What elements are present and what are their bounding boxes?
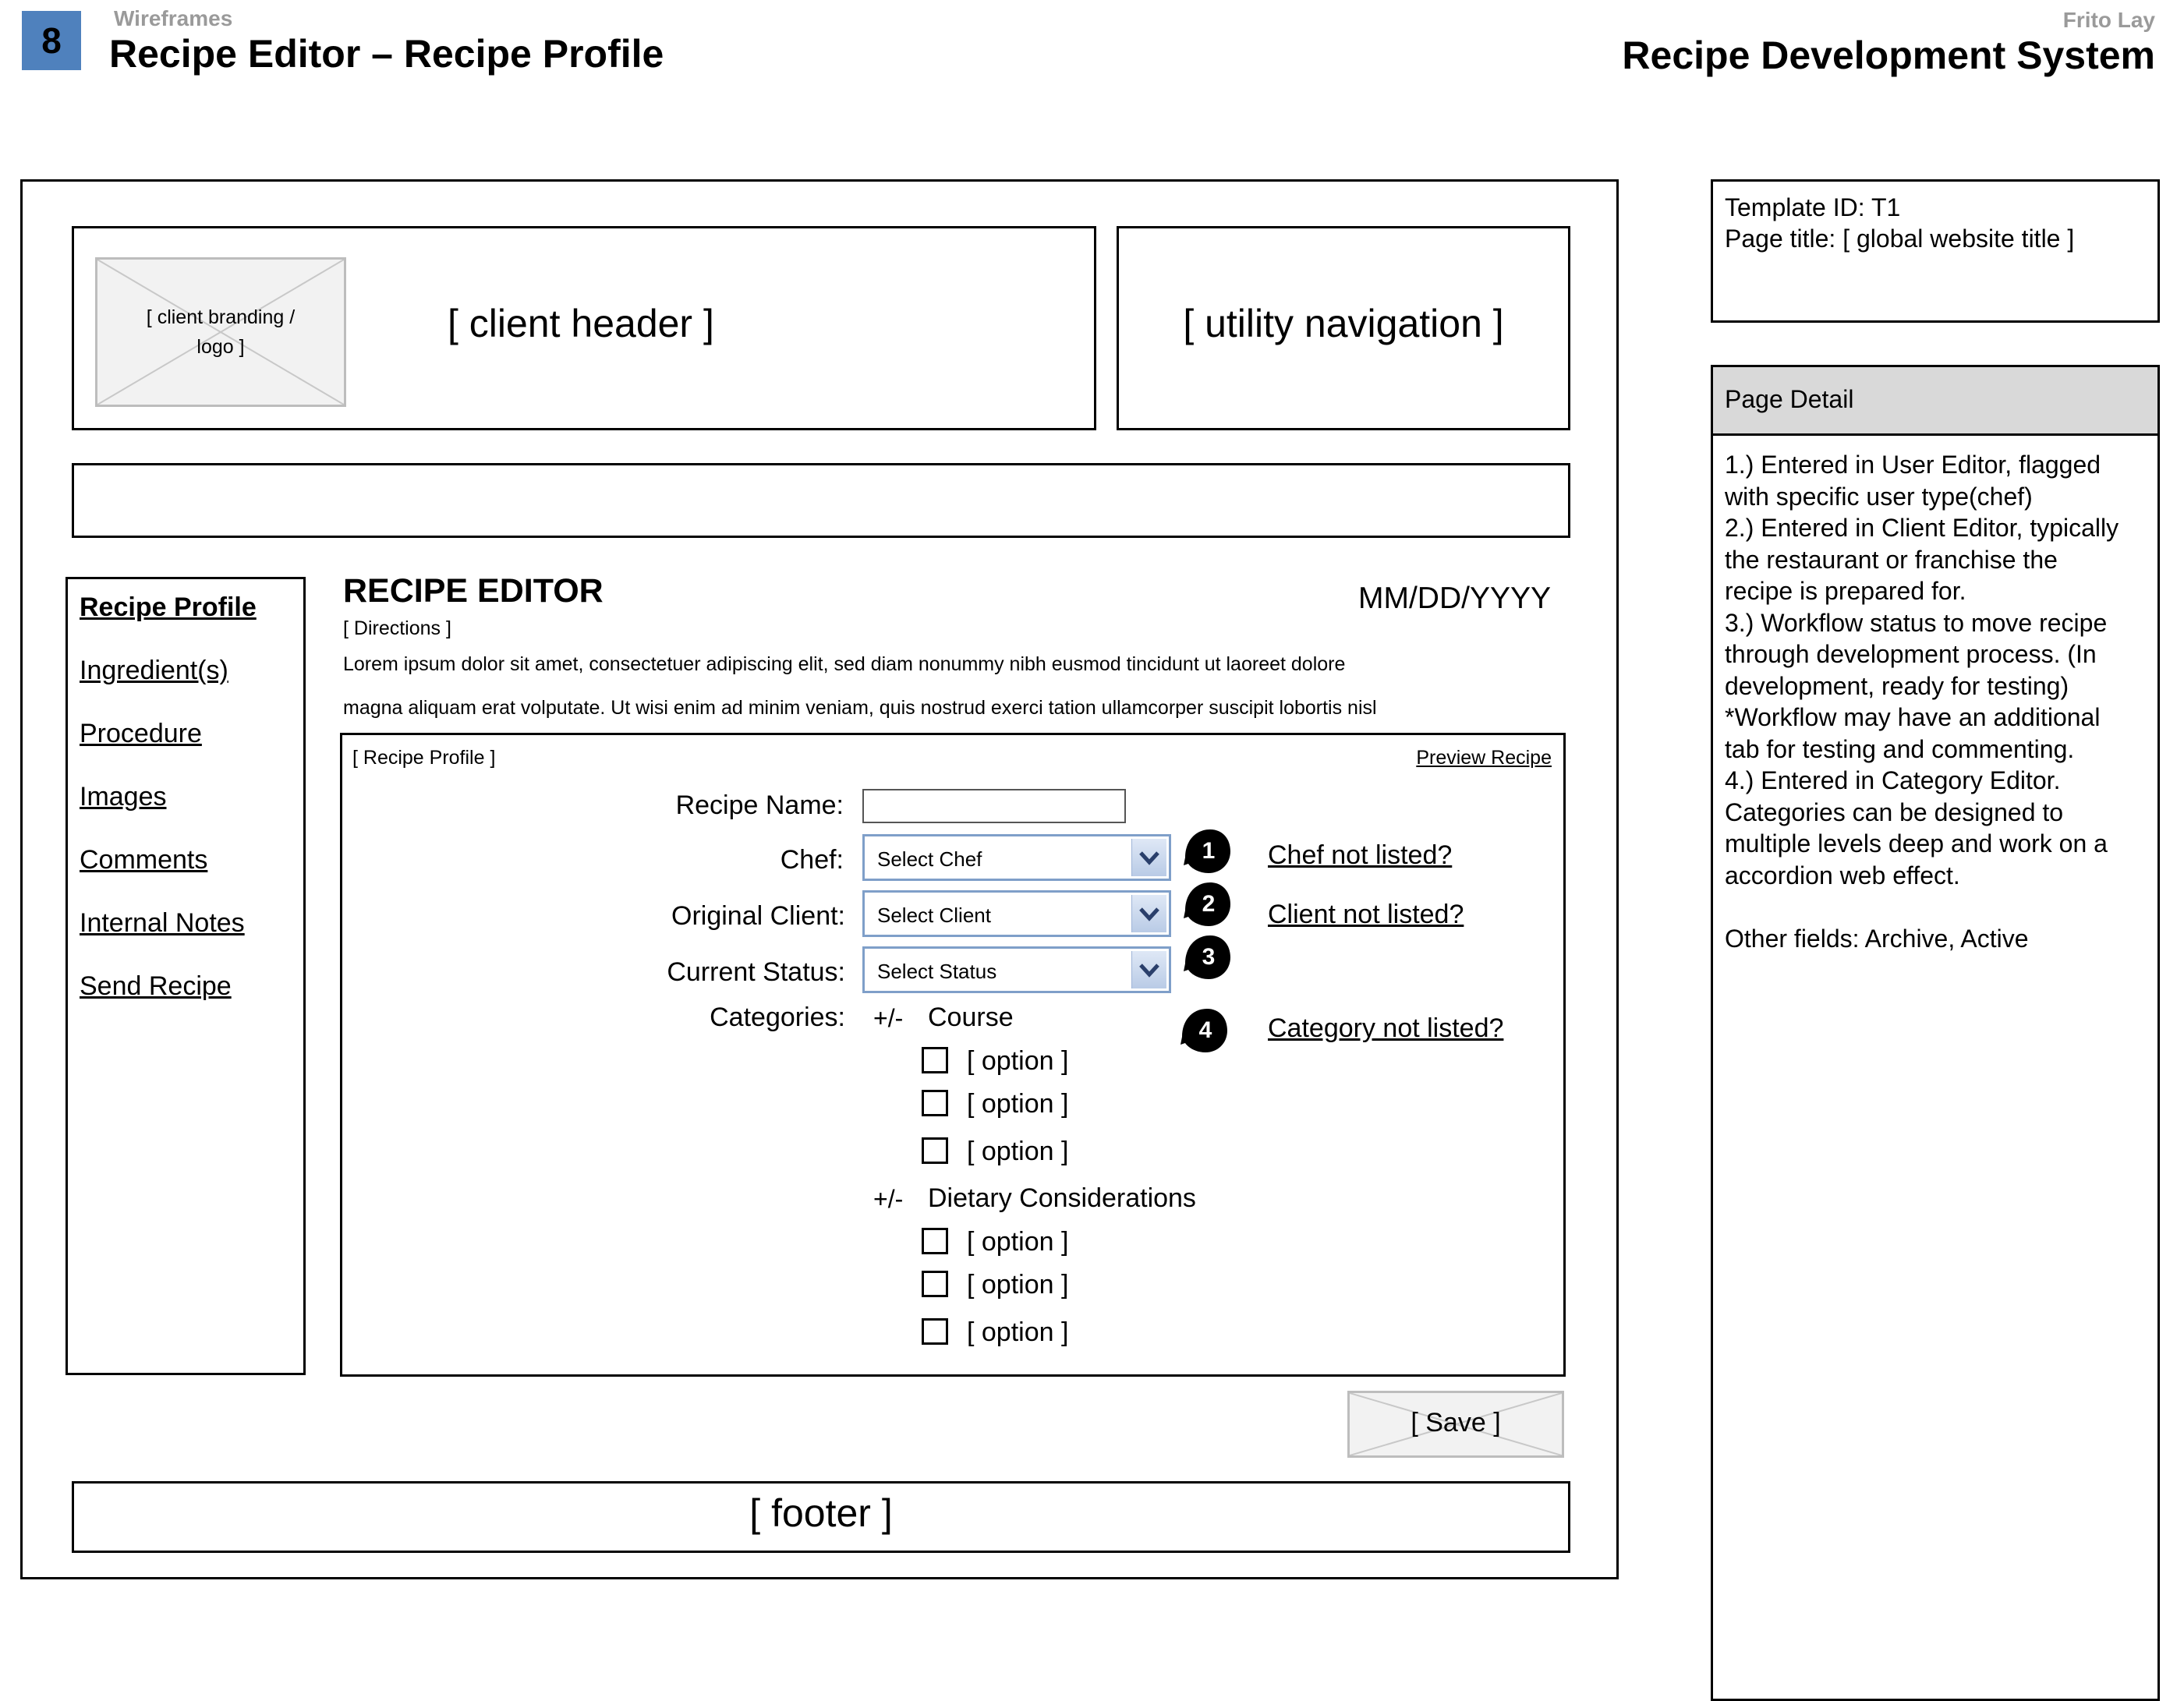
course-option-label: [ option ] [967,1046,1069,1076]
directions-text-line2: magna aliquam erat volputate. Ut wisi enim ad minim veniam, quis nostrud exerci tation ullamcorper suscipit lobortis nisl [343,697,1377,719]
client-select-value: Select Client [877,904,991,927]
navigation-bar-placeholder [72,463,1570,538]
chef-not-listed-link[interactable]: Chef not listed? [1268,840,1453,870]
page-detail-line: accordion web effect. [1725,861,1960,889]
callout-number: 3 [1202,944,1216,970]
nav-ingredients[interactable]: Ingredient(s) [80,656,228,685]
nav-internal-notes[interactable]: Internal Notes [80,908,245,938]
page-detail-line: through development process. (In [1725,640,2097,668]
course-option-label: [ option ] [967,1137,1069,1166]
page-detail-line: development, ready for testing) [1725,671,2069,700]
page-detail-line: recipe is prepared for. [1725,577,1966,605]
chevron-down-icon[interactable] [1131,839,1166,876]
directions-label: [ Directions ] [343,617,451,639]
page-detail-line: multiple levels deep and work on a [1725,829,2108,858]
status-select-value: Select Status [877,960,997,983]
dietary-option-label: [ option ] [967,1227,1069,1257]
callout-marker-1 [1182,826,1232,876]
page-detail-line: *Workflow may have an additional [1725,703,2101,731]
course-option-label: [ option ] [967,1089,1069,1119]
footer-label: [ footer ] [749,1491,893,1535]
course-option-checkbox[interactable] [922,1090,948,1116]
course-expand-toggle[interactable]: +/- [873,1004,904,1032]
chevron-down-icon[interactable] [1131,951,1166,988]
recipe-name-label: Recipe Name: [675,790,844,820]
nav-images[interactable]: Images [80,782,167,812]
callout-number: 4 [1198,1017,1212,1043]
course-group-label: Course [928,1003,1014,1032]
preview-recipe-link[interactable]: Preview Recipe [1416,747,1552,769]
course-option-checkbox[interactable] [922,1047,948,1073]
logo-text-line1: [ client branding / [146,306,296,328]
course-option-checkbox[interactable] [922,1137,948,1164]
doc-title: Recipe Editor – Recipe Profile [109,32,664,76]
dietary-option-label: [ option ] [967,1270,1069,1300]
page-detail-line: 2.) Entered in Client Editor, typically [1725,514,2119,542]
utility-navigation-label: [ utility navigation ] [1183,302,1504,345]
page-detail-line: Other fields: Archive, Active [1725,924,2029,953]
dietary-option-checkbox[interactable] [922,1271,948,1297]
callout-marker-2 [1182,879,1232,929]
callout-marker-4 [1179,1006,1229,1056]
callout-number: 2 [1202,891,1216,917]
dietary-option-checkbox[interactable] [922,1228,948,1254]
doc-type-label: Wireframes [114,6,233,30]
page-detail-line: with specific user type(chef) [1725,482,2033,511]
chevron-down-icon[interactable] [1131,895,1166,932]
editor-date: MM/DD/YYYY [1357,582,1551,615]
page-number-badge: 8 [22,11,81,70]
dietary-group-label: Dietary Considerations [928,1183,1196,1213]
page-detail-title: Page Detail [1725,385,1854,413]
save-button-label: [ Save ] [1411,1408,1501,1438]
page-detail-line: 4.) Entered in Category Editor. [1725,766,2061,794]
chef-label: Chef: [780,845,844,875]
nav-recipe-profile[interactable]: Recipe Profile [80,592,257,622]
directions-text-line1: Lorem ipsum dolor sit amet, consectetuer adipiscing elit, sed diam nonummy nibh eusmod tincidunt ut laoreet dolore [343,653,1346,675]
chef-select[interactable] [862,834,1171,881]
page-detail-line: Categories can be designed to [1725,797,2064,826]
page-title-note: Page title: [ global website title ] [1725,225,2075,253]
status-select[interactable] [862,946,1171,993]
page-detail-line: the restaurant or franchise the [1725,545,2058,574]
recipe-name-input[interactable] [862,789,1126,823]
page-detail-line: 1.) Entered in User Editor, flagged [1725,451,2101,479]
category-not-listed-link[interactable]: Category not listed? [1268,1013,1504,1043]
nav-procedure[interactable]: Procedure [80,719,202,748]
recipe-profile-panel [340,733,1566,1377]
page-detail-line: 3.) Workflow status to move recipe [1725,608,2108,637]
system-name: Recipe Development System [1622,34,2155,77]
chef-select-value: Select Chef [877,847,982,871]
callout-marker-3 [1182,932,1232,982]
template-id: Template ID: T1 [1725,193,1901,221]
client-header-label: [ client header ] [448,302,714,345]
dietary-option-checkbox[interactable] [922,1318,948,1345]
editor-title: RECIPE EDITOR [343,572,604,610]
dietary-expand-toggle[interactable]: +/- [873,1185,904,1213]
nav-comments[interactable]: Comments [80,845,208,875]
company-name: Frito Lay [2062,8,2155,32]
callout-number: 1 [1202,838,1216,864]
client-not-listed-link[interactable]: Client not listed? [1268,900,1464,929]
current-status-label: Current Status: [667,957,845,987]
client-select[interactable] [862,890,1171,937]
page-detail-line: tab for testing and commenting. [1725,734,2075,763]
original-client-label: Original Client: [671,901,845,931]
panel-label: [ Recipe Profile ] [352,747,496,769]
dietary-option-label: [ option ] [967,1317,1069,1347]
categories-label: Categories: [710,1003,845,1032]
logo-text-line2: logo ] [196,336,245,358]
logo-placeholder-text [134,302,307,362]
nav-send-recipe[interactable]: Send Recipe [80,971,232,1001]
